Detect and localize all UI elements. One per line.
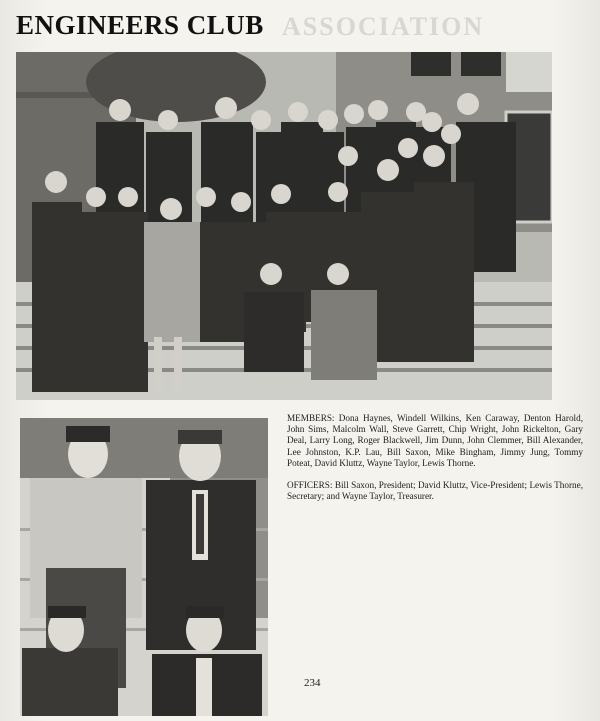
group-photo — [16, 52, 552, 400]
officers-caption: OFFICERS: Bill Saxon, President; David Kluttz, Vice-President; Lewis Thorne, Secretary; and Wayne Taylor, Treasurer. — [287, 480, 583, 502]
page-number: 234 — [304, 677, 321, 689]
members-caption: MEMBERS: Dona Haynes, Windell Wilkins, Ken Caraway, Denton Harold, John Sims, Malcolm Wall, Steve Garrett, Chip Wright, John Rickelton, Gary Deal, Larry Long, Roger Blackwell, Jim Dunn, John Clemmer, Bill Alexander, Lee Johnston, K.P. Lau, Bill Saxon, Mike Bingham, Jimmy Jung, Tommy Poteat, David Kluttz, Wayne Taylor, Lewis Thorne. — [287, 413, 583, 468]
page-title: ENGINEERS CLUB — [16, 10, 264, 40]
bleed-through-title: ASSOCIATION — [282, 12, 485, 41]
officers-photo — [20, 418, 268, 716]
